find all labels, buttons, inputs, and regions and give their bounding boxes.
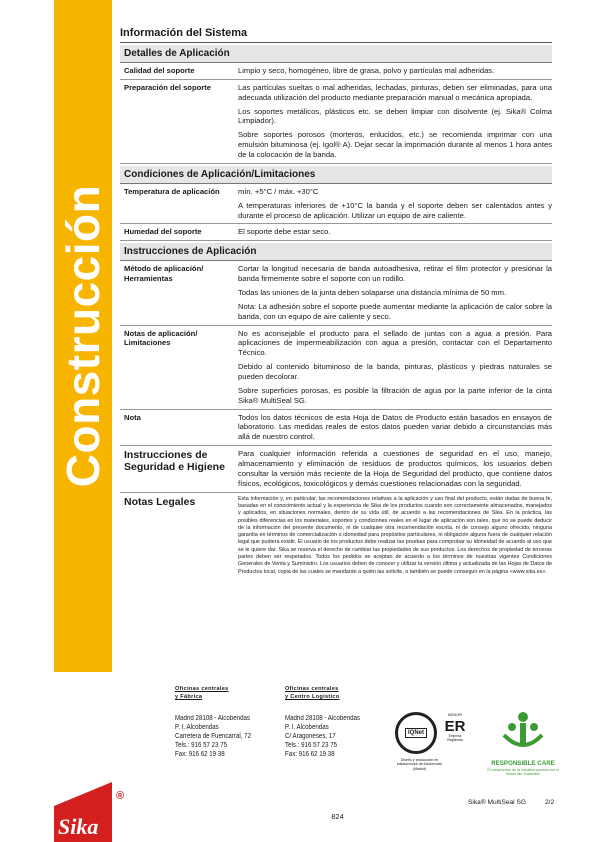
- paragraph: Cortar la longitud necesaria de banda autoadhesiva, retirar el film protector y presionar la banda firmemente sobre el soporte con un rodillo.: [238, 264, 552, 284]
- row-label: Nota: [124, 412, 141, 422]
- main-content: [120, 27, 552, 579]
- office-line: P. I. Alcobendas: [285, 723, 329, 731]
- section-instrucciones-title: Instrucciones de Aplicación: [120, 243, 552, 261]
- row-metodo: [120, 261, 552, 325]
- iqnet-label: IQNet: [405, 728, 427, 738]
- page-indicator: 2/2: [545, 799, 555, 806]
- row-value: [238, 264, 552, 321]
- sika-logo-mark: [54, 762, 112, 842]
- row-nota: [120, 410, 552, 447]
- row-value: [238, 329, 552, 406]
- office-line: Tels.: 916 57 23 75: [285, 741, 338, 749]
- office-line: Tels.: 916 57 23 75: [175, 741, 228, 749]
- paragraph: El soporte debe estar seco.: [238, 227, 331, 237]
- paragraph: Limpio y seco, homogéneo, libre de grasa, polvo y partículas mal adheridas.: [238, 66, 495, 75]
- office-subheading: y Fábrica: [175, 693, 203, 700]
- row-value: [238, 66, 552, 76]
- row-value: [238, 187, 552, 221]
- row-notas-aplicacion: [120, 326, 552, 410]
- responsible-care-icon: [498, 705, 548, 755]
- row-label: Método de aplicación/ Herramientas: [124, 264, 204, 283]
- office-line: Madrid 28108 - Alcobendas: [285, 714, 361, 722]
- iqnet-caption: Diseño y producción en instalaciones de Alcobendas (Madrid): [396, 758, 443, 771]
- office-logistico: [285, 686, 395, 759]
- responsible-care-title: RESPONSIBLE CARE: [491, 760, 555, 767]
- office-line: Fax: 916 62 19 38: [285, 751, 335, 759]
- sidebar-title: Construcción: [57, 184, 109, 488]
- paragraph: Los soportes metálicos, plásticos etc. se deben limpiar con disolvente (ej. Sika® Colma Limpiador).: [238, 106, 552, 126]
- paragraph: Todas las uniones de la junta deben solaparse una distancia mínima de 50 mm.: [238, 288, 507, 298]
- paragraph: A temperaturas inferiores de +10°C la banda y el soporte deben ser calentados antes y durante el proceso de aplicación. Utilizar un equipo de aire caliente.: [238, 200, 552, 220]
- row-legales: [120, 493, 552, 579]
- row-label: Temperatura de aplicación: [124, 186, 220, 196]
- aenor-sub: Empresa Registrada: [447, 734, 463, 742]
- paragraph: mín. +5°C / máx. +30°C: [238, 186, 319, 196]
- product-name: Sika® MultiSeal SG: [468, 799, 526, 806]
- office-heading: Oficinas centrales: [175, 686, 229, 692]
- office-lines: [175, 714, 272, 759]
- row-seguridad: [120, 446, 552, 492]
- sidebar-title-wrap: [54, 0, 112, 672]
- logo-wordmark: Sika: [58, 814, 99, 839]
- row-label: Preparación del soporte: [124, 82, 211, 92]
- seguridad-label: Instrucciones de Seguridad e Higiene: [124, 449, 225, 474]
- office-heading: Oficinas centrales: [285, 686, 339, 692]
- paragraph: Todos los datos técnicos de esta Hoja de Datos de Producto están basados en ensayos de laboratorio. Las medidas reales de estos datos pueden variar debido a circunstancias más allá de nuestro control.: [238, 412, 552, 442]
- paragraph: Nota: La adhesión sobre el soporte puede aumentar mediante la aplicación de calor sobre la banda, con un equipo de aire caliente y seco.: [238, 301, 552, 321]
- office-line: Carretera de Fuencarral, 72: [175, 732, 252, 740]
- office-line: P. I. Alcobendas: [175, 723, 219, 731]
- seguridad-text: Para cualquier información referida a cuestiones de seguridad en el uso, manejo, almacenamiento y eliminación de residuos de productos químicos, los usuarios deben consultar la versión más reciente de la Hoja de Seguridad del producto, que contiene datos físicos, ecológicos, toxicológicos y demás cuestiones relacionadas con la seguridad.: [238, 449, 552, 488]
- row-value: [238, 83, 552, 160]
- row-preparacion: [120, 80, 552, 164]
- office-line: Madrid 28108 - Alcobendas: [175, 714, 251, 722]
- row-calidad: [120, 63, 552, 80]
- paragraph: Sobre soportes porosos (morteros, enlucidos, etc.) se recomienda imprimar con una emulsión bituminosa (ej. Igol® A). Dejar secar la imprimación durante al menos 1 hora antes de la colocación de la banda.: [238, 130, 552, 160]
- registered-mark: ®: [116, 790, 125, 802]
- legales-text: Esta información y, en particular, las recomendaciones relativas a la aplicación y uso final del producto, están dadas de buena fe, basadas en el conocimiento actual y la experiencia de Sika de los productos cuando son correctamente almacenados, manejados y aplicados, en situaciones normales, dentro de su vida útil, de acuerdo a las recomendaciones de Sika. En la práctica, las posibles diferencias en los materiales, soportes y condiciones reales en el lugar de aplicación son tales, que no se puede deducir de la información del presente documento, ni de cualquier otra recomendación escrita, ni de consejo alguno ofrecido, ninguna garantía en términos de comercialización o idoneidad para propósitos particulares, ni obligación alguna fuera de cualquier relación legal que pudiera existir. El usuario de los productos debe realizar las pruebas para comprobar su idoneidad de acuerdo al uso que se le quiere dar. Sika se reserva el derecho de cambiar las propiedades de sus productos. Los derechos de propiedad de terceras partes deben ser respetados. Todos los pedidos se aceptan de acuerdo a los términos de nuestras vigentes Condiciones Generales de Venta y Suministro. Los usuarios deben de conocer y utilizar la versión última y actualizada de las Hojas de Datos de Productos local, copia de las cuales se mandarán a quién las solicite, o también se puede conseguir en la página «www.sika.es».: [238, 495, 552, 575]
- paragraph: No es aconsejable el producto para el sellado de juntas con a agua a presión. Para aplicaciones de impermeabilización con agua a presión, contactar con el Departamento Técnico.: [238, 328, 552, 358]
- office-fabrica: [175, 686, 285, 759]
- iqnet-certification-icon: [395, 712, 437, 754]
- row-temperatura: [120, 184, 552, 225]
- responsible-care-sub: El compromiso de la industria química con el Desarrollo Sostenible: [487, 768, 559, 777]
- row-label: Humedad del soporte: [124, 227, 202, 237]
- aenor-mark: ER: [444, 718, 466, 735]
- aenor-top: AENOR: [447, 712, 463, 717]
- row-value: [238, 413, 552, 443]
- row-label: Notas de aplicación/ Limitaciones: [124, 328, 198, 348]
- row-humedad: [120, 224, 552, 241]
- office-line: C/ Aragoneses, 17: [285, 732, 336, 740]
- system-title: Información del Sistema: [120, 27, 552, 43]
- section-condiciones-title: Condiciones de Aplicación/Limitaciones: [120, 166, 552, 184]
- paragraph: Las partículas sueltas o mal adheridas, lechadas, pinturas, deben ser eliminadas, para una adecuada utilización del producto mediante preparación manual o mecánica apropiada.: [238, 82, 552, 102]
- paragraph: Sobre superficies porosas, es posible la filtración de agua por la parte inferior de la cinta Sika® MultiSeal SG.: [238, 385, 552, 405]
- row-value: [238, 227, 552, 237]
- paragraph: Debido al contenido bituminoso de la banda, pinturas, plásticos y piedras naturales se pueden decolorar.: [238, 362, 552, 382]
- office-lines: [285, 714, 382, 759]
- office-line: Fax: 916 62 19 38: [175, 751, 225, 759]
- office-subheading: y Centro Logístico: [285, 693, 340, 700]
- legales-label: Notas Legales: [124, 495, 196, 508]
- section-detalles-title: Detalles de Aplicación: [120, 45, 552, 63]
- sika-logo: [54, 762, 112, 842]
- aenor-certification-icon: [444, 712, 466, 743]
- row-label: Calidad del soporte: [124, 66, 195, 75]
- page-number: 824: [331, 812, 344, 821]
